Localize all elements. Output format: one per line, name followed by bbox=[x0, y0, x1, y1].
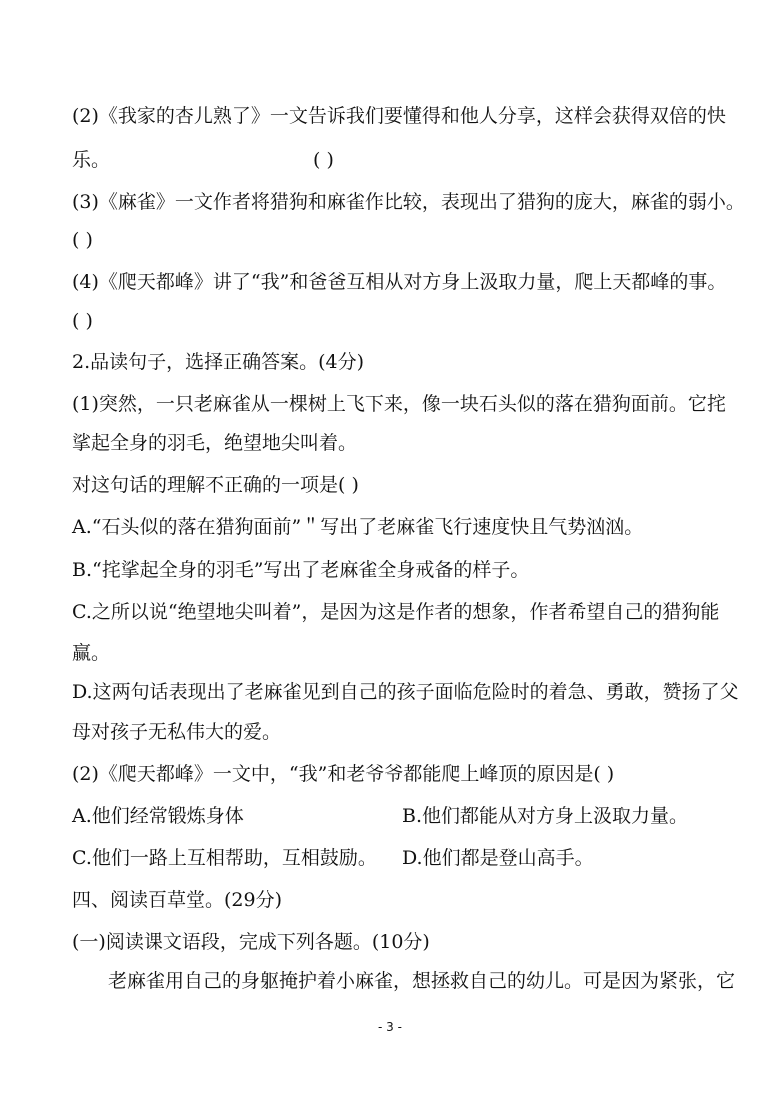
text-line: 母对孩子无私伟大的爱。 bbox=[72, 721, 282, 743]
answer-blank: ( ) bbox=[72, 310, 93, 332]
answer-blank: ( ) bbox=[72, 229, 93, 251]
text-line: 赢。 bbox=[72, 642, 111, 664]
paragraph-line: 老麻雀用自己的身躯掩护着小麻雀，想拯救自己的幼儿。可是因为紧张，它 bbox=[108, 970, 736, 992]
option-c: C.之所以说“绝望地尖叫着”，是因为这是作者的想象，作者希望自己的猎狗能 bbox=[72, 601, 720, 623]
text-line: 乐。 bbox=[72, 149, 111, 171]
option-a: A.他们经常锻炼身体 bbox=[72, 805, 244, 827]
option-d: D.他们都是登山高手。 bbox=[402, 847, 594, 869]
question-line: 对这句话的理解不正确的一项是( ) bbox=[72, 474, 359, 496]
page-number: - 3 - bbox=[378, 1020, 402, 1034]
text-line: (2)《我家的杏儿熟了》一文告诉我们要懂得和他人分享，这样会获得双倍的快 bbox=[72, 105, 726, 127]
section-heading: 2.品读句子，选择正确答案。(4分) bbox=[72, 351, 365, 373]
text-line: (4)《爬天都峰》讲了“我”和爸爸互相从对方身上汲取力量，爬上天都峰的事。 bbox=[72, 271, 727, 293]
text-line: (1)突然，一只老麻雀从一棵树上飞下来，像一块石头似的落在猎狗面前。它挓 bbox=[72, 393, 726, 415]
answer-blank: ( ) bbox=[313, 149, 334, 171]
subsection-heading: (一)阅读课文语段，完成下列各题。(10分) bbox=[72, 931, 430, 953]
option-d: D.这两句话表现出了老麻雀见到自己的孩子面临危险时的着急、勇敢，赞扬了父 bbox=[72, 681, 739, 703]
option-b: B.他们都能从对方身上汲取力量。 bbox=[402, 805, 689, 827]
text-line: 挲起全身的羽毛，绝望地尖叫着。 bbox=[72, 432, 358, 454]
question-line: (2)《爬天都峰》一文中，“我”和老爷爷都能爬上峰顶的原因是( ) bbox=[72, 763, 615, 785]
option-c: C.他们一路上互相帮助，互相鼓励。 bbox=[72, 847, 377, 869]
section-heading: 四、阅读百草堂。(29分) bbox=[72, 889, 283, 911]
text-line: (3)《麻雀》一文作者将猎狗和麻雀作比较，表现出了猎狗的庞大，麻雀的弱小。 bbox=[72, 191, 745, 213]
option-a: A.“石头似的落在猎狗面前”＂写出了老麻雀飞行速度快且气势汹汹。 bbox=[72, 516, 644, 538]
option-b: B.“挓挲起全身的羽毛”写出了老麻雀全身戒备的样子。 bbox=[72, 559, 530, 581]
